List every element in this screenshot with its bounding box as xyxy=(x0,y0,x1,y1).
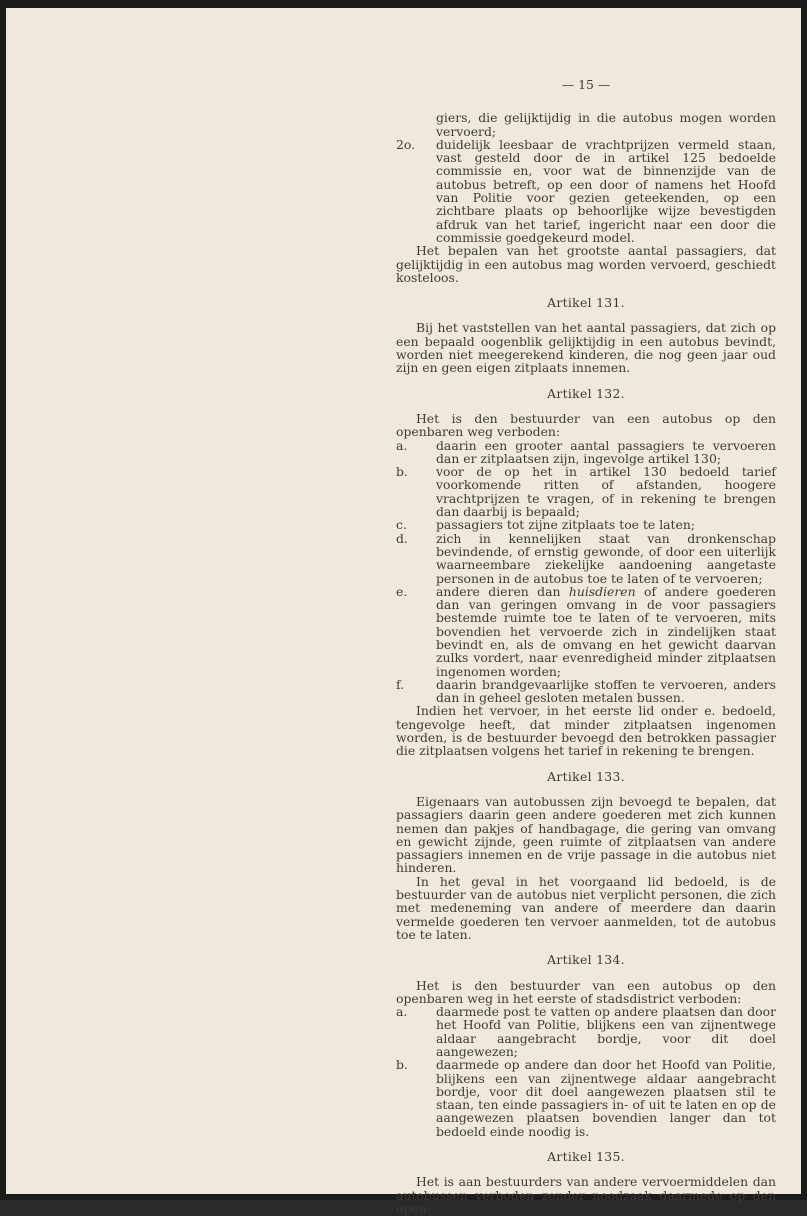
italic-term: huisdieren xyxy=(568,583,636,599)
list-text: daarmede post te vatten op andere plaatsen dan door het Hoofd van Politie, blijkens een van zijnentwege aldaar aangebracht bordje, voor dit doel aangewezen; xyxy=(436,1004,776,1059)
list-text: voor de op het in artikel 130 bedoeld tarief voorkomende ritten of afstanden, hoogere vrachtprijzen te vragen, of in rekening te brengen dan daarbij is bepaald; xyxy=(436,464,776,520)
list-marker: b. xyxy=(396,1057,408,1073)
artikel-132-intro: Het is den bestuurder van een autobus op den openbaren weg verboden: xyxy=(396,410,776,440)
list-item xyxy=(396,1005,776,1058)
list-item xyxy=(396,465,776,518)
list-marker: c. xyxy=(396,517,407,533)
list-item xyxy=(396,439,776,466)
artikel-135-text: Het is aan bestuurders van andere vervoermiddelen dan autobussen verboden zonder noodzaak daarmede op den open- xyxy=(396,1174,776,1216)
heading-artikel-134: Artikel 134. xyxy=(547,952,625,968)
text-segment: of andere goederen dan van geringen omvang in de voor passagiers bestemde ruimte toe te laten of te vervoeren, mits bovendien het vervoerde zich in zindelijken staat bevindt en, als de omvang en het gewicht daarvan zulks vordert, naar evenredigheid minder zitplaatsen ingenomen worden; xyxy=(436,583,776,679)
list-text: daarin brandgevaarlijke stoffen te vervoeren, anders dan in geheel gesloten metalen bussen. xyxy=(436,676,776,706)
list-text: duidelijk leesbaar de vrachtprijzen vermeld staan, vast gesteld door de in artikel 125 bedoelde commissie en, voor wat de binnenzijde van de autobus betreft, op een door of namens het Hoofd van Politie voor gezien geteekenden, op een zichtbare plaats op behoorlijke wijze bevestigden afdruk van het tarief, ingericht naar een door die commissie goedgekeurd model. xyxy=(436,136,776,245)
artikel-132-closing: Indien het vervoer, in het eerste lid onder e. bedoeld, tengevolge heeft, dat minder zitplaatsen ingenomen worden, is de bestuurder bevoegd den betrokken passagier die zitplaatsen volgens het tarief in rekening te brengen. xyxy=(396,703,776,759)
list-text: zich in kennelijken staat van dronkenschap bevindende, of ernstig gewonde, of door een uiterlijk waarneembare ziekelijke aandoening aangetaste personen in de autobus toe te laten of te vervoeren; xyxy=(436,530,776,586)
list-item xyxy=(396,532,776,585)
list-text: daarmede op andere dan door het Hoofd van Politie, blijkens een van zijnentwege aldaar aangebracht bordje, voor dit doel aangewezen plaatsen stil te staan, ten einde passagiers in- of uit te laten en op de aangewezen plaatsen bovendien langer dan tot bedoeld einde noodig is. xyxy=(436,1057,776,1139)
list-item xyxy=(396,1058,776,1138)
page-number: — 15 — xyxy=(561,77,611,92)
page-text xyxy=(396,78,776,1215)
list-marker: a. xyxy=(396,1004,408,1020)
list-item xyxy=(396,518,776,531)
artikel-134-intro: Het is den bestuurder van een autobus op den openbaren weg in het eerste of stadsdistrict verboden: xyxy=(396,977,776,1006)
list-item-f xyxy=(396,678,776,705)
heading-artikel-131: Artikel 131. xyxy=(547,295,625,311)
list-item-2o xyxy=(396,138,776,244)
list-marker: e. xyxy=(396,583,408,599)
paragraph-kosteloos: Het bepalen van het grootste aantal passagiers, dat gelijktijdig in een autobus mag worden vervoerd, geschiedt kosteloos. xyxy=(396,243,776,285)
list-text xyxy=(436,585,776,678)
list-marker: 2o. xyxy=(396,136,416,152)
list-marker: d. xyxy=(396,530,408,546)
intro-continuation: giers, die gelijktijdig in die autobus mogen worden vervoerd; xyxy=(436,110,776,139)
list-item-e xyxy=(396,585,776,678)
list-marker: a. xyxy=(396,437,408,453)
heading-artikel-132: Artikel 132. xyxy=(547,385,625,401)
list-text: daarin een grooter aantal passagiers te vervoeren dan er zitplaatsen zijn, ingevolge artikel 130; xyxy=(436,437,776,466)
heading-artikel-133: Artikel 133. xyxy=(547,768,625,784)
list-text: passagiers tot zijne zitplaats toe te laten; xyxy=(436,517,696,533)
document-page xyxy=(6,8,801,1216)
text-segment: andere dieren dan xyxy=(436,583,569,599)
artikel-131-text: Bij het vaststellen van het aantal passagiers, dat zich op een bepaald oogenblik gelijktijdig in een autobus bevindt, worden niet meegerekend kinderen, die nog geen jaar oud zijn en geen eigen zitplaats innemen. xyxy=(396,320,776,376)
artikel-133-paragraph-1: Eigenaars van autobussen zijn bevoegd te bepalen, dat passagiers daarin geen andere goederen met zich kunnen nemen dan pakjes of handbagage, die gering van omvang en gewicht zijnde, geen ruimte of zitplaatsen van andere passagiers innemen en de vrije passage in die autobus niet hinderen. xyxy=(396,793,776,876)
heading-artikel-135: Artikel 135. xyxy=(547,1149,625,1165)
artikel-133-paragraph-2: In het geval in het voorgaand lid bedoeld, is de bestuurder van de autobus niet verplicht personen, die zich met medeneming van andere of meerdere dan daarin vermelde goederen ten vervoer aanmelden, tot de autobus toe te laten. xyxy=(396,873,776,942)
list-marker: f. xyxy=(396,676,405,692)
list-marker: b. xyxy=(396,464,408,480)
